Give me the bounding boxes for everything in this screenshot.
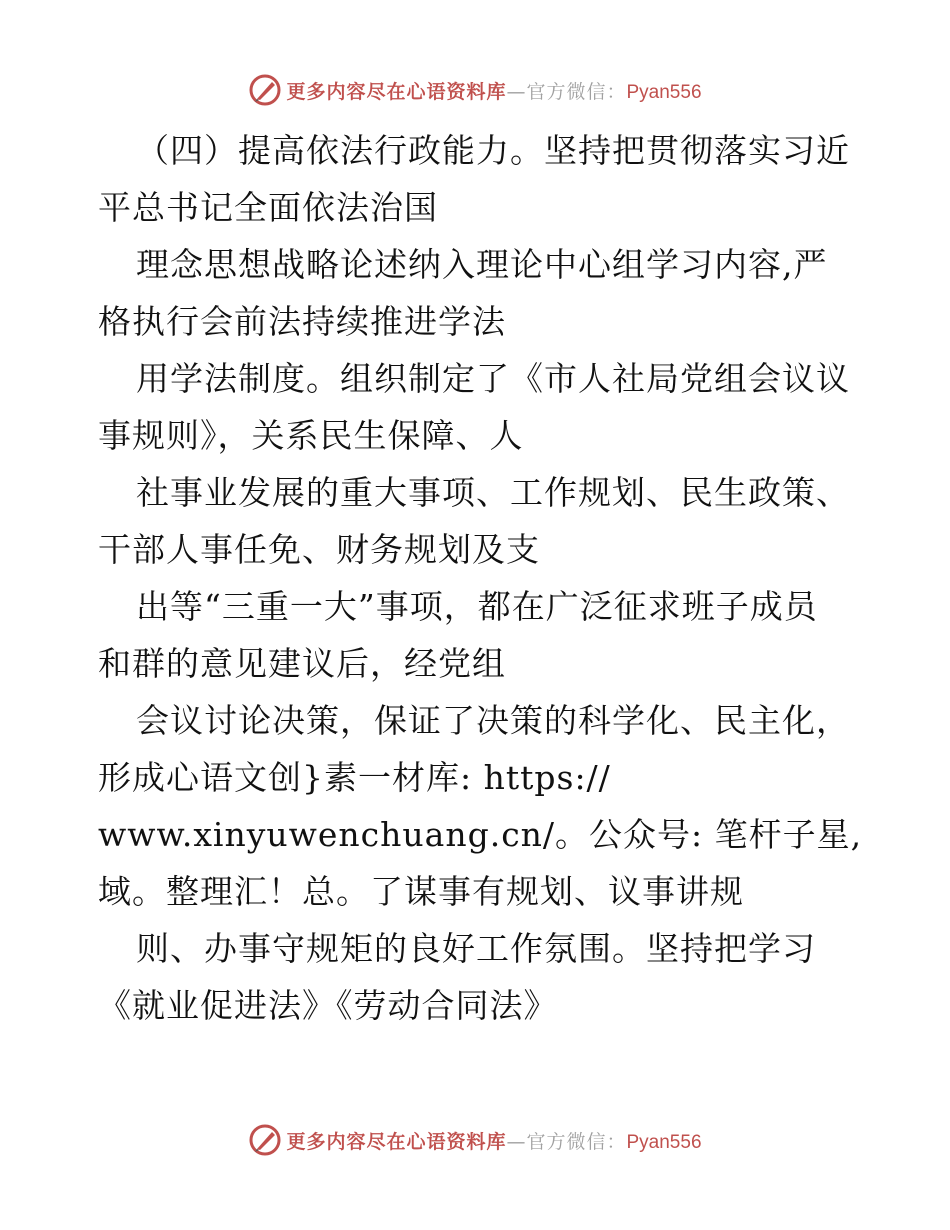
body-line-5: 用学法制度。组织制定了《市人社局党组会议议 — [136, 359, 850, 398]
body-line-3: 理念思想战略论述纳入理论中心组学习内容,严 — [136, 245, 828, 284]
header-banner-text — [286, 77, 701, 104]
body-line-13: www.xinyuwenchuang.cn/。公众号: 笔杆子星, — [98, 815, 863, 854]
header-banner — [0, 70, 950, 110]
document-body — [98, 122, 868, 1034]
header-banner-separator: —官方微信： — [506, 80, 627, 103]
header-banner-main: 更多内容尽在心语资料库 — [286, 80, 507, 103]
header-wechat-id: Pyan556 — [626, 81, 702, 103]
body-line-1: （四）提高依法行政能力。坚持把贯彻落实习近 — [136, 131, 850, 170]
body-line-9: 出等“三重一大”事项，都在广泛征求班子成员 — [136, 587, 818, 626]
body-line-4: 格执行会前法持续推进学法 — [98, 302, 506, 341]
footer-banner — [0, 1120, 950, 1160]
body-line-10: 和群的意见建议后，经党组 — [98, 644, 506, 683]
body-line-6: 事规则》，关系民生保障、人 — [98, 416, 524, 455]
body-line-11: 会议讨论决策，保证了决策的科学化、民主化， — [136, 701, 850, 740]
body-line-8: 干部人事任免、财务规划及支 — [98, 530, 540, 569]
body-line-2: 平总书记全面依法治国 — [98, 188, 438, 227]
body-line-16: 《就业促进法》《劳动合同法》 — [98, 986, 558, 1025]
quill-pen-logo-icon — [248, 1123, 282, 1157]
footer-banner-main: 更多内容尽在心语资料库 — [286, 1130, 507, 1153]
footer-wechat-id: Pyan556 — [626, 1131, 702, 1153]
body-line-14: 域。整理汇！总。了谋事有规划、议事讲规 — [98, 872, 744, 911]
quill-pen-logo-icon — [248, 73, 282, 107]
body-line-15: 则、办事守规矩的良好工作氛围。坚持把学习 — [136, 929, 816, 968]
body-line-12: 形成心语文创}素一材库: https:// — [98, 758, 611, 797]
footer-banner-text — [286, 1127, 701, 1154]
footer-banner-separator: —官方微信： — [506, 1130, 627, 1153]
body-line-7: 社事业发展的重大事项、工作规划、民生政策、 — [136, 473, 850, 512]
